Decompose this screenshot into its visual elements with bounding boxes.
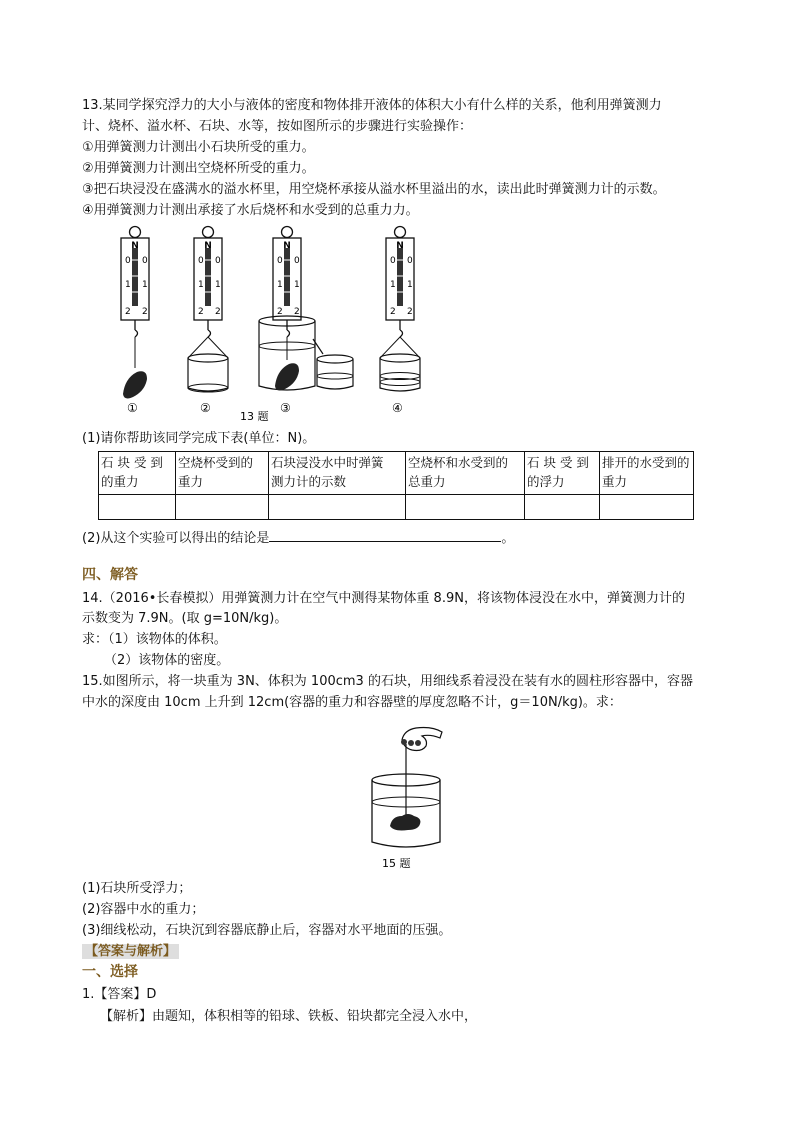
- scale-mark: 0: [142, 256, 148, 266]
- q13-line-2: 计、烧杯、溢水杯、石块、水等，按如图所示的步骤进行实验操作：: [82, 119, 473, 134]
- spring-meter-2: [188, 227, 228, 393]
- fig-label-2: ②: [200, 401, 211, 415]
- scale-mark: 0: [407, 256, 413, 266]
- scale-unit-text: N: [396, 241, 404, 251]
- table-answer-cell[interactable]: [525, 495, 600, 520]
- answer-blank[interactable]: [269, 528, 501, 542]
- scale-mark: 2: [294, 307, 300, 317]
- q15-line-2: 中水的深度由 10cm 上升到 12cm(容器的重力和容器壁的厚度忽略不计，g＝10N/kg)。求：: [82, 695, 622, 710]
- scale-mark: 0: [277, 256, 283, 266]
- answers-header-label: 【答案与解析】: [82, 944, 179, 959]
- table-header-cell: 空烧杯受到的 重力: [176, 452, 269, 495]
- q13-part2: [82, 528, 514, 548]
- table-header-cell: 空烧杯和水受到的 总重力: [406, 452, 525, 495]
- answers-header: [82, 943, 179, 961]
- q14-ask-2: （2）该物体的密度。: [104, 653, 230, 668]
- scale-mark: 2: [198, 307, 204, 317]
- q15-ask-3: (3)细线松动，石块沉到容器底静止后，容器对水平地面的压强。: [82, 923, 452, 938]
- scale-mark: 1: [407, 280, 413, 290]
- q13-part2-prefix: (2)从这个实验可以得出的结论是: [82, 531, 270, 546]
- scale-mark: 2: [142, 307, 148, 317]
- fig-caption-15: 15 题: [382, 857, 411, 870]
- q14-line-2: 示数变为 7.9N。(取 g=10N/kg)。: [82, 611, 288, 626]
- q13-step-1: ①用弹簧测力计测出小石块所受的重力。: [82, 140, 315, 155]
- scale-mark: 1: [125, 280, 131, 290]
- scale-mark: 0: [215, 256, 221, 266]
- q13-step-4: ④用弹簧测力计测出承接了水后烧杯和水受到的总重力力。: [82, 203, 419, 218]
- fig-label-4: ④: [392, 401, 403, 415]
- fig-label-3: ③: [280, 401, 291, 415]
- stone: [123, 371, 147, 398]
- q13-part1: (1)请你帮助该同学完成下表(单位：N)。: [82, 431, 316, 446]
- spring-meter-1: [121, 227, 149, 399]
- scale-mark: 1: [294, 280, 300, 290]
- scale-mark: 0: [390, 256, 396, 266]
- table-header-cell: 石块浸没水中时弹簧 测力计的示数: [269, 452, 406, 495]
- stone: [390, 814, 420, 831]
- scale-mark: 2: [215, 307, 221, 317]
- fig-label-1: ①: [127, 401, 138, 415]
- spring-meter-3: [259, 227, 353, 391]
- table-header-cell: 排开的水受到的 重力: [600, 452, 694, 495]
- scale-mark: 2: [407, 307, 413, 317]
- table-answer-cell[interactable]: [176, 495, 269, 520]
- table-answer-cell[interactable]: [600, 495, 694, 520]
- scale-mark: 2: [277, 307, 283, 317]
- answer-1: 1.【答案】D: [82, 987, 157, 1002]
- q14-line-1: 14.（2016•长春模拟）用弹簧测力计在空气中测得某物体重 8.9N，将该物体浸没在水中，弹簧测力计的: [82, 591, 685, 606]
- scale-mark: 0: [125, 256, 131, 266]
- q15-line-1: 15.如图所示，将一块重为 3N、体积为 100cm3 的石块，用细线系着浸没在装有水的圆柱形容器中，容器: [82, 674, 693, 689]
- table-answer-cell[interactable]: [269, 495, 406, 520]
- spring-meter-4: [380, 227, 420, 392]
- scale-mark: 2: [390, 307, 396, 317]
- scale-mark: 1: [215, 280, 221, 290]
- scale-unit-text: N: [131, 241, 139, 251]
- q15-ask-1: (1)石块所受浮力；: [82, 881, 192, 896]
- scale-unit-text: N: [204, 241, 212, 251]
- q13-step-3: ③把石块浸没在盛满水的溢水杯里，用空烧杯承接从溢水杯里溢出的水，读出此时弹簧测力计的示数。: [82, 182, 666, 197]
- scale-mark: 0: [294, 256, 300, 266]
- q15-figure: [362, 722, 452, 870]
- stone: [275, 363, 299, 390]
- q13-step-2: ②用弹簧测力计测出空烧杯所受的重力。: [82, 161, 315, 176]
- fig-caption-13: 13 题: [240, 410, 269, 423]
- scale-mark: 1: [390, 280, 396, 290]
- table-answer-cell[interactable]: [406, 495, 525, 520]
- answers-section-1: 一、选择: [82, 964, 138, 980]
- q15-ask-2: (2)容器中水的重力；: [82, 902, 205, 917]
- scale-mark: 1: [142, 280, 148, 290]
- answer-1-analysis: 【解析】由题知，体积相等的铅球、铁板、铅块都完全浸入水中，: [100, 1009, 478, 1024]
- q13-figure: [90, 222, 450, 427]
- q13-line-1: 13.某同学探究浮力的大小与液体的密度和物体排开液体的体积大小有什么样的关系，他利用弹簧测力: [82, 98, 662, 113]
- scale-mark: 0: [198, 256, 204, 266]
- scale-mark: 1: [198, 280, 204, 290]
- table-answer-cell[interactable]: [99, 495, 176, 520]
- section-4-title: 四、解答: [82, 567, 138, 583]
- scale-mark: 2: [125, 307, 131, 317]
- hand-icon: [401, 728, 442, 751]
- q13-answer-table: [98, 451, 694, 520]
- scale-mark: 1: [277, 280, 283, 290]
- scale-unit-text: N: [283, 241, 291, 251]
- q13-part2-suffix: 。: [501, 531, 515, 546]
- table-header-cell: 石 块 受 到 的浮力: [525, 452, 600, 495]
- table-header-cell: 石 块 受 到 的重力: [99, 452, 176, 495]
- q14-ask-1: 求：（1）该物体的体积。: [82, 632, 227, 647]
